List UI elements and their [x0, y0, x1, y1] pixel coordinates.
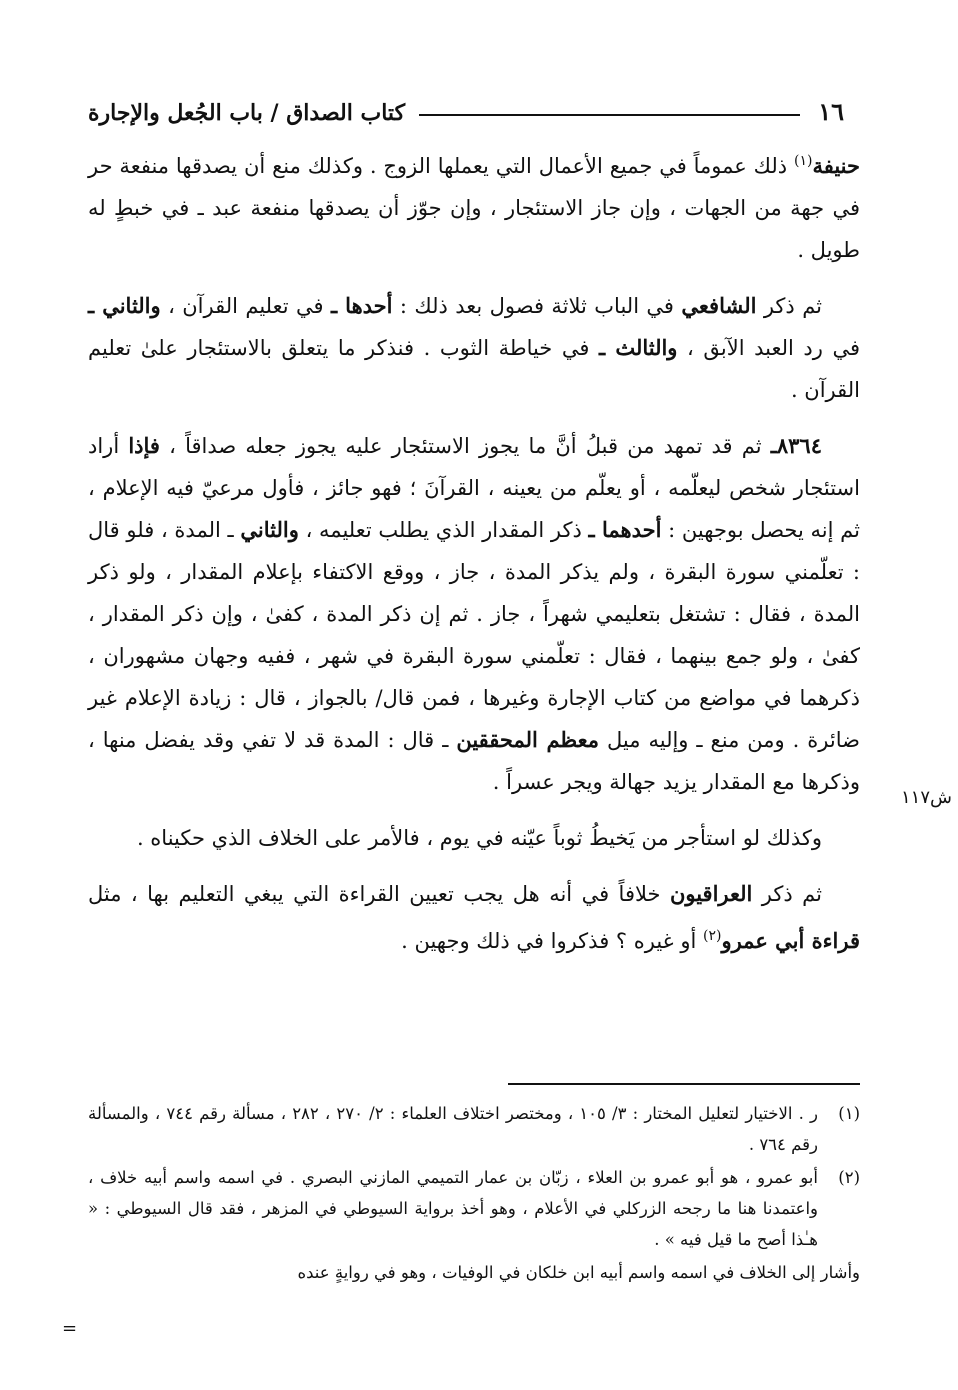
paragraph-text: ذلك عموماً في جميع الأعمال التي يعملها الزوج . وكذلك منع أن يصدقها منفعة حر في جهة من الجهات ، وإن جاز الاستئجار ، وإن جوّز أن يصدقها منفعة عبد ـ في خبطٍ له طويل .	[88, 154, 860, 262]
running-header	[88, 86, 848, 126]
footnote-1	[88, 1098, 860, 1160]
paragraph-text: ثم قد تمهد من قبلُ أنَّ ما يجوز الاستئجار عليه يجوز جعله صداقاً ،	[159, 434, 771, 458]
paragraph-text: ذكر المقدار الذي يطلب تعليمه ،	[298, 518, 589, 542]
bold-term: معظم المحققين	[456, 727, 600, 752]
bold-term: والثاني	[240, 517, 299, 542]
paragraph-5	[88, 873, 860, 962]
bold-term: أحدها ـ	[330, 293, 393, 318]
footnote-continuation: وأشار إلى الخلاف في اسمه واسم أبيه ابن خلكان في الوفيات ، وهو في روايةٍ عنده	[297, 1263, 860, 1282]
bold-term: والثالث ـ	[598, 335, 678, 360]
paragraph-text: ـ المدة ، فلو قال : تعلّمني سورة البقرة ، ولم يذكر المدة ، جاز ، ووقع الاكتفاء بإعلام المقدار ، ولو ذكر المدة ، فقال : تشتغل بتعليمي شهراً ، جاز . ثم إن ذكر المدة ، كفىٰ ، وإن ذكر المقدار ، كفىٰ ، ولو جمع بينهما ، فقال : تعلّمني سورة البقرة في شهر ، ففيه وجهان مشهوران ، ذكرهما في مواضع من كتاب الإجارة وغيرها ، فمن قال/ بالجواز ، قال : زيادة الإعلام غير ضائرة . ومن منع ـ وإليه ميل	[88, 518, 861, 752]
paragraph-text: خلافاً في أنه هل يجب تعيين القراءة التي يبغي التعليم بها ، مثل	[88, 882, 670, 906]
bold-term: الشافعي	[681, 293, 757, 318]
running-title: كتاب الصداق / باب الجُعل والإجارة	[88, 100, 406, 126]
footnote-ref-2[interactable]: (٢)	[702, 928, 722, 944]
paragraph-text: ـ قال : المدة قد لا تفي وقد يفضل منها ، وذكرها مع المقدار يزيد جهالة ويجر عسراً .	[88, 728, 860, 794]
paragraph-3	[88, 425, 860, 803]
bold-term: قراءة أبي عمرو	[721, 928, 860, 953]
footnote-separator	[508, 1083, 860, 1085]
footnote-ref-1[interactable]: (١)	[793, 153, 813, 169]
paragraph-text: في رد العبد الآبق ،	[677, 336, 860, 360]
footnote-2	[88, 1162, 860, 1255]
main-text	[88, 140, 860, 976]
bold-term: حنيفة	[812, 153, 860, 178]
paragraph-text: ثم ذكر	[756, 294, 823, 318]
paragraph-4: وكذلك لو استأجر من يَخيطُ ثوباً عيّنه في يوم ، فالأمر على الخلاف الذي حكيناه .	[136, 826, 822, 850]
bold-term: والثاني ـ	[88, 293, 161, 318]
footnote-text: ر . الاختيار لتعليل المختار : ٣/ ١٠٥ ، ومختصر اختلاف العلماء : ٢/ ٢٧٠ ، ٢٨٢ ، مسألة رقم ٧٤٤ ، والمسألة رقم ٧٦٤ .	[88, 1104, 818, 1154]
footnote-number: (١)	[838, 1104, 860, 1123]
paragraph-text: أراد استئجار شخص ليعلّمه ، أو يعلّم من يعينه ، القرآنَ ؛ فهو جائز ، فأول مرعيّ فيه الإعلام ، ثم إنه يحصل بوجهين :	[88, 434, 860, 542]
paragraph-text: أو غيره ؟ فذكروا في ذلك وجهين .	[401, 929, 703, 953]
manuscript-folio-note: ش١١٧	[901, 787, 952, 808]
footnote-number: (٢)	[838, 1168, 860, 1187]
bold-term: العراقيون	[669, 881, 753, 906]
paragraph-1	[88, 140, 860, 271]
header-rule	[419, 114, 800, 116]
paragraph-2	[88, 285, 860, 411]
paragraph-text: ثم ذكر	[752, 882, 823, 906]
paragraph-text: في خياطة الثوب . فنذكر ما يتعلق بالاستئجار علىٰ تعليم القرآن .	[88, 336, 860, 402]
paragraph-text: في تعليم القرآن ،	[160, 294, 331, 318]
footnote-text: أبو عمرو ، هو أبو عمرو بن العلاء ، زبّان بن عمار التميمي المازني البصري . في اسمه واسم أبيه خلاف ، واعتمدنا هنا ما رجحه الزركلي في الأعلام ، وهو أخذ برواية السيوطي في المزهر ، فقد قال السيوطي : « هـٰذا أصح ما قيل فيه » .	[88, 1168, 818, 1249]
page-number: ١٦	[818, 97, 844, 126]
bold-term: فإذا	[128, 433, 160, 458]
paragraph-text: في الباب ثلاثة فصول بعد ذلك :	[392, 294, 682, 318]
continuation-mark: =	[62, 1318, 78, 1339]
paragraph-number: ٨٣٦٤ـ	[770, 433, 822, 458]
footnotes	[88, 1098, 860, 1288]
bold-term: أحدهما ـ	[588, 517, 662, 542]
